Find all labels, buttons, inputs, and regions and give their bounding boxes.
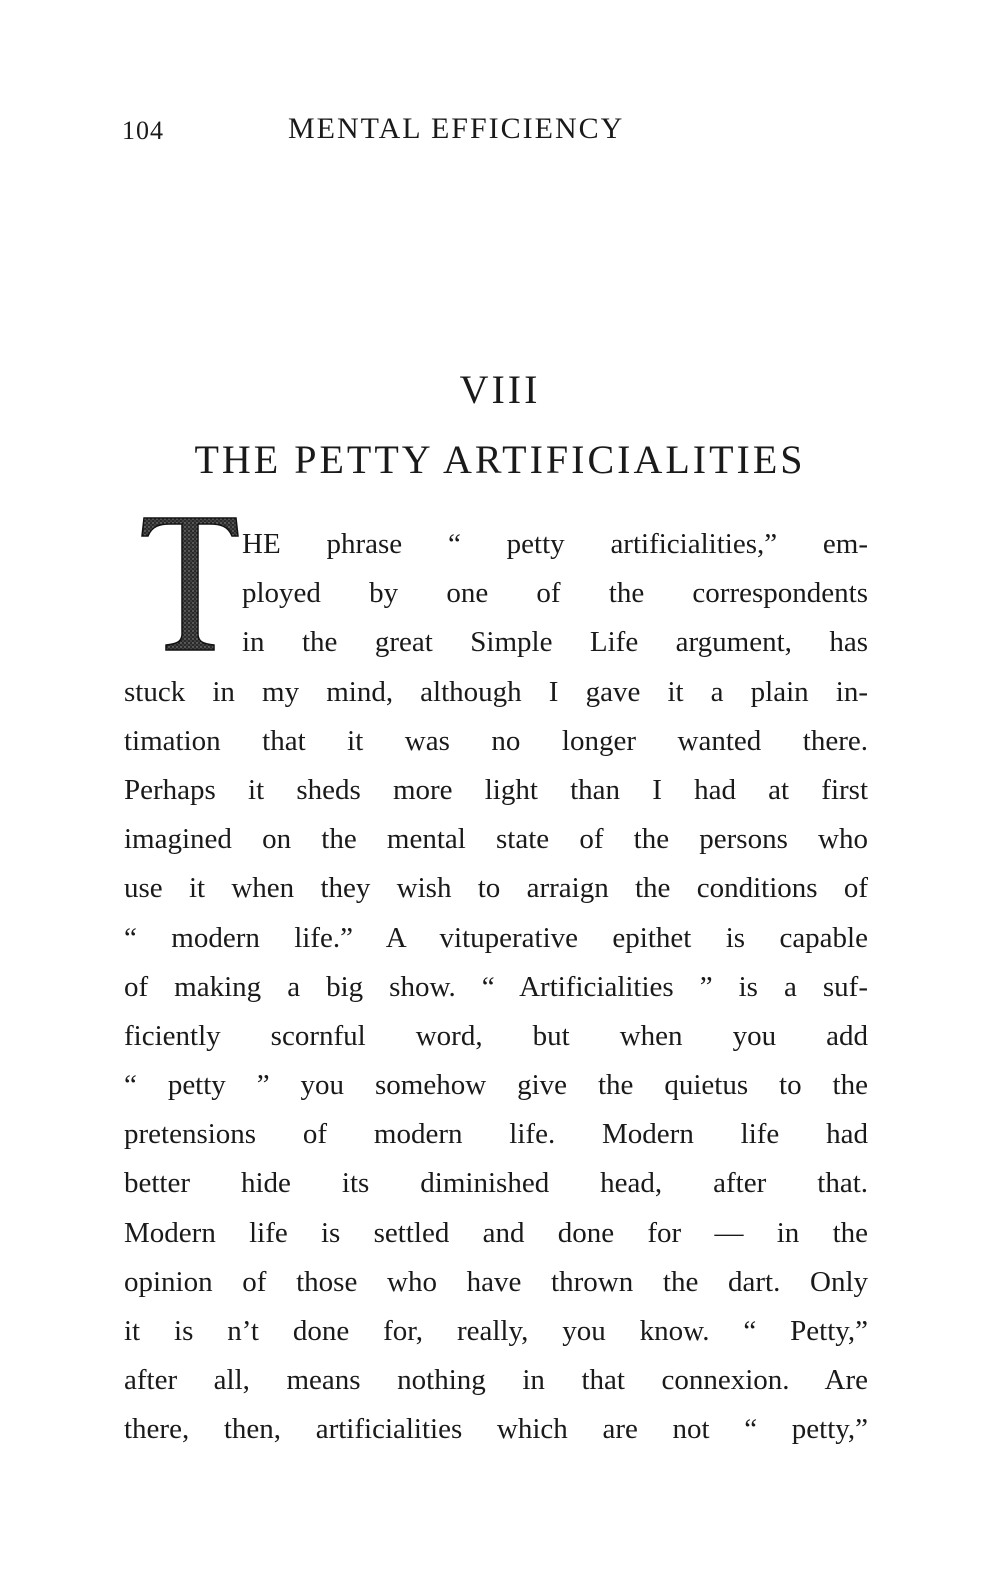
text-line: it is n’t done for, really, you know. “ Petty,” <box>124 1315 868 1347</box>
chapter-number: VIII <box>459 367 541 412</box>
body-text <box>124 520 868 1455</box>
running-title: MENTAL EFFICIENCY <box>288 112 625 145</box>
text-line: of making a big show. “ Artificialities ” is a suf- <box>124 970 868 1003</box>
text-line: “ petty ” you somehow give the quietus to the <box>124 1069 868 1102</box>
chapter-title: THE PETTY ARTIFICIALITIES <box>194 437 806 482</box>
text-line: better hide its diminished head, after that. <box>124 1167 868 1200</box>
text-line: imagined on the mental state of the persons who <box>124 823 868 856</box>
text-line: ficiently scornful word, but when you add <box>124 1019 868 1052</box>
text-line: “ modern life.” A vituperative epithet is capable <box>124 921 868 954</box>
text-line: opinion of those who have thrown the dart. Only <box>124 1265 868 1298</box>
text-line: use it when they wish to arraign the conditions of <box>124 872 868 905</box>
text-line: Modern life is settled and done for — in the <box>124 1216 868 1249</box>
text-line: in the great Simple Life argument, has <box>242 626 868 659</box>
text-line: there, then, artificialities which are not “ petty,” <box>124 1413 868 1446</box>
running-head <box>122 112 722 152</box>
text-line: after all, means nothing in that connexion. Are <box>124 1364 868 1397</box>
page-number: 104 <box>122 116 164 145</box>
text-line: pretensions of modern life. Modern life had <box>124 1118 868 1151</box>
text-line: timation that it was no longer wanted there. <box>124 724 868 757</box>
text-line: ployed by one of the correspondents <box>242 577 868 610</box>
text-line: stuck in my mind, although I gave it a plain in- <box>124 675 868 708</box>
text-line: Perhaps it sheds more light than I had at first <box>124 773 868 806</box>
text-line: HE phrase “ petty artificialities,” em- <box>242 528 868 560</box>
